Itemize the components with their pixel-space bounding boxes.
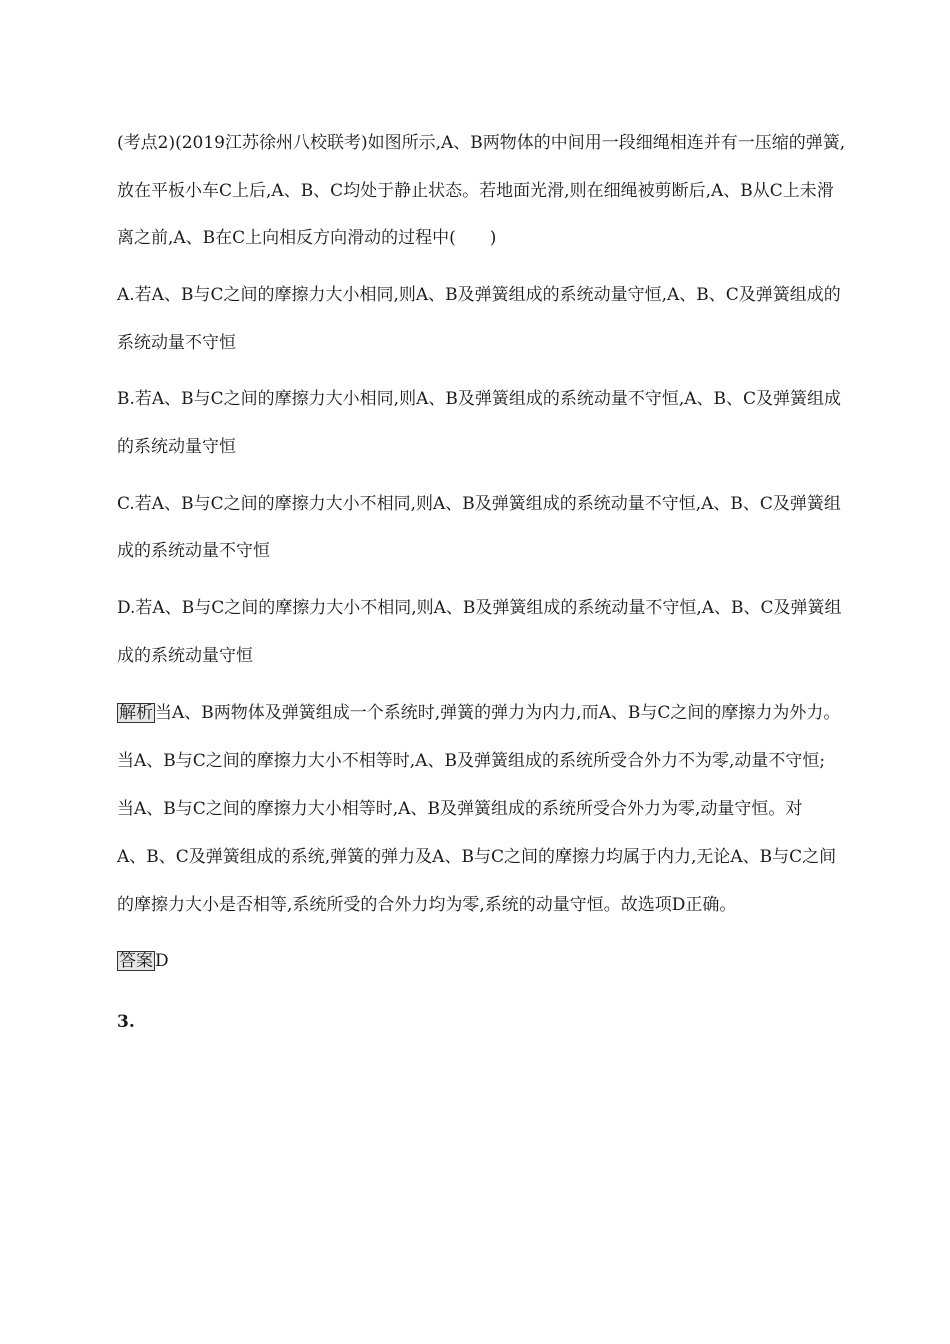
analysis-label: 解析 [119, 703, 153, 723]
analysis-line-5: 的摩擦力大小是否相等,系统所受的合外力均为零,系统的动量守恒。故选项D正确。 [117, 895, 737, 915]
analysis-line-1 [117, 703, 840, 723]
option-d-line-2: 成的系统动量守恒 [117, 646, 253, 666]
next-question-number: 3. [117, 1012, 135, 1032]
analysis-text-1: 当A、B两物体及弹簧组成一个系统时,弹簧的弹力为内力,而A、B与C之间的摩擦力为外力。 [155, 703, 841, 723]
analysis-line-4: A、B、C及弹簧组成的系统,弹簧的弹力及A、B与C之间的摩擦力均属于内力,无论A、B与C之间 [117, 847, 837, 867]
question-line-2: 放在平板小车C上后,A、B、C均处于静止状态。若地面光滑,则在细绳被剪断后,A、B从C上未滑 [117, 181, 834, 201]
analysis-line-2: 当A、B与C之间的摩擦力大小不相等时,A、B及弹簧组成的系统所受合外力不为零,动量不守恒; [117, 751, 826, 771]
option-c-line-1: C.若A、B与C之间的摩擦力大小不相同,则A、B及弹簧组成的系统动量不守恒,A、B、C及弹簧组 [117, 494, 841, 514]
option-d-line-1: D.若A、B与C之间的摩擦力大小不相同,则A、B及弹簧组成的系统动量不守恒,A、B、C及弹簧组 [117, 598, 842, 618]
option-a-line-2: 系统动量不守恒 [117, 333, 236, 353]
analysis-line-3: 当A、B与C之间的摩擦力大小相等时,A、B及弹簧组成的系统所受合外力为零,动量守恒。对 [117, 799, 803, 819]
option-c-line-2: 成的系统动量不守恒 [117, 541, 270, 561]
question-line-3: 离之前,A、B在C上向相反方向滑动的过程中( ) [117, 228, 497, 248]
answer-line [117, 951, 169, 971]
answer-label: 答案 [119, 951, 153, 971]
option-b-line-1: B.若A、B与C之间的摩擦力大小相同,则A、B及弹簧组成的系统动量不守恒,A、B、C及弹簧组成 [117, 389, 842, 409]
option-a-line-1: A.若A、B与C之间的摩擦力大小相同,则A、B及弹簧组成的系统动量守恒,A、B、C及弹簧组成的 [117, 285, 841, 305]
answer-value: D [155, 951, 169, 971]
question-line-1: (考点2)(2019江苏徐州八校联考)如图所示,A、B两物体的中间用一段细绳相连并有一压缩的弹簧, [117, 133, 846, 153]
option-b-line-2: 的系统动量守恒 [117, 437, 236, 457]
